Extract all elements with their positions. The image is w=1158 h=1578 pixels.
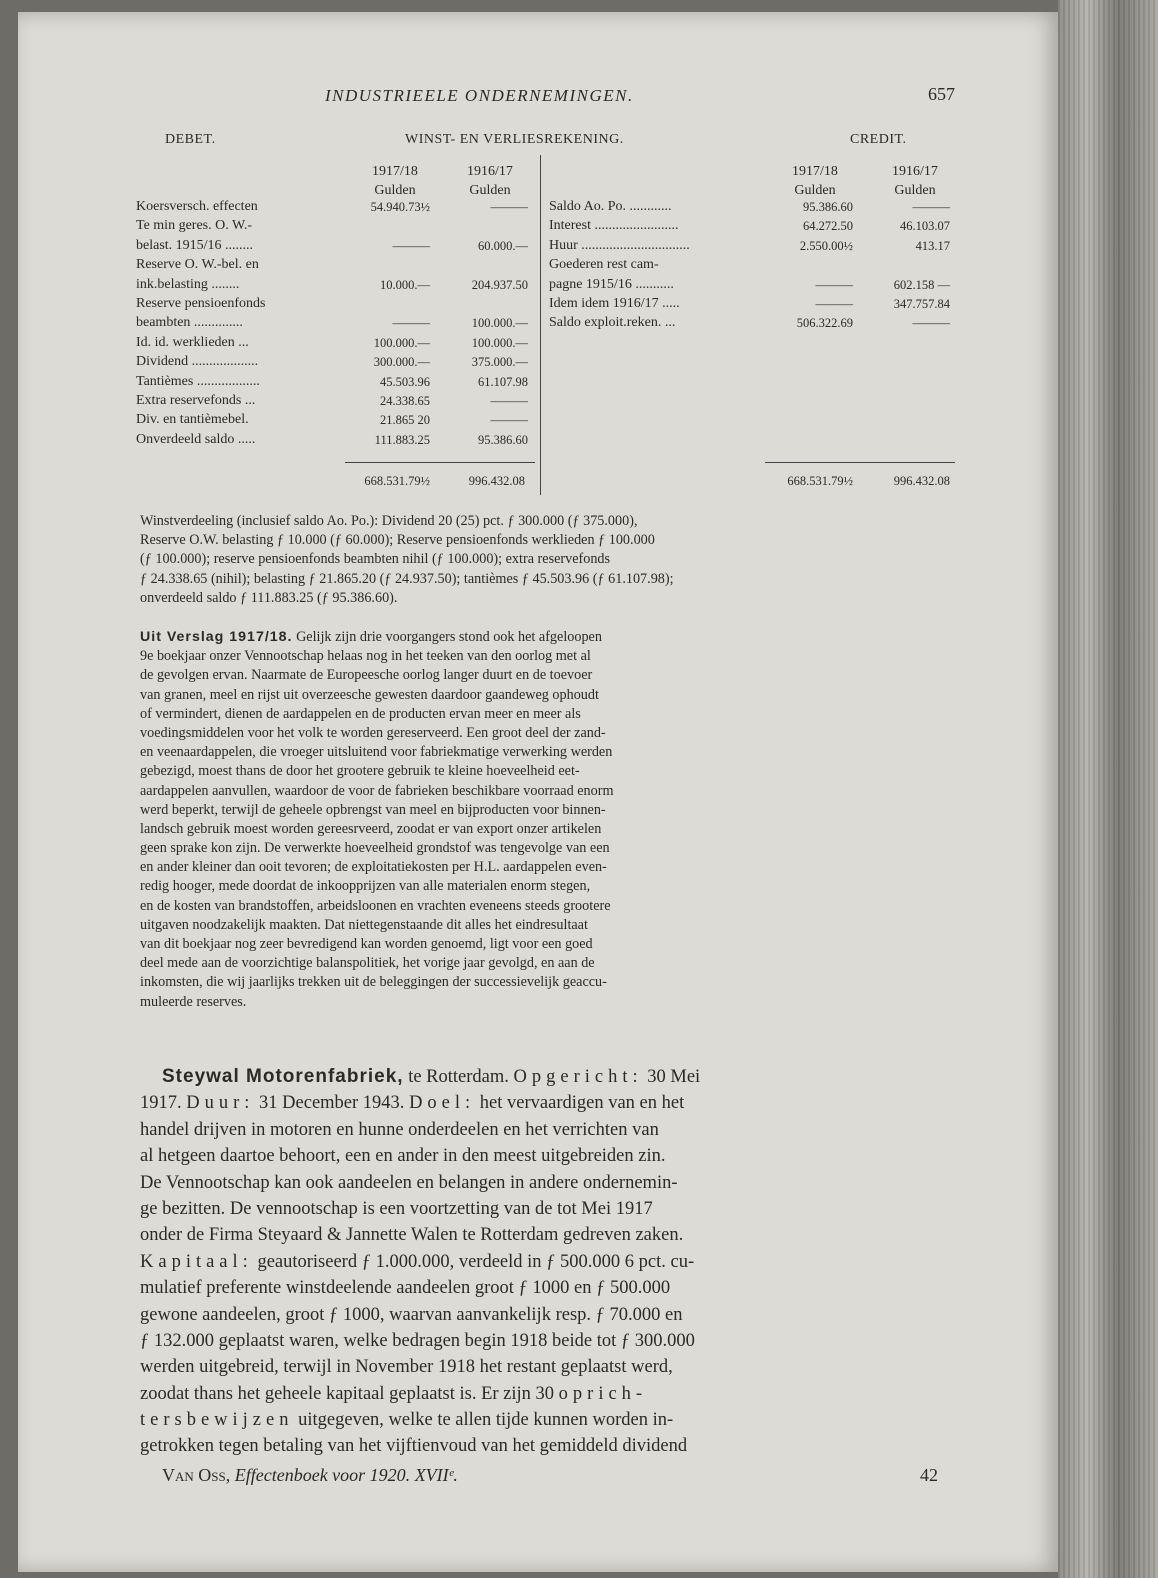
page-number: 657 xyxy=(928,84,955,104)
debet-total-b: 996.432.08 xyxy=(468,474,525,488)
footer-book: Effectenboek voor 1920. xyxy=(234,1465,411,1485)
debet-row-label: belast. 1915/16 ........ xyxy=(136,237,254,253)
steywal-line: onder de Firma Steyaard & Jannette Walen te Rotterdam gedreven zaken. xyxy=(140,1225,684,1246)
verslag-line: 9e boekjaar onzer Vennootschap helaas nog in het teeken van den oorlog met al xyxy=(140,648,591,665)
unit-label: Gulden xyxy=(894,183,936,198)
debet-row xyxy=(136,354,956,373)
credit-row xyxy=(549,238,1158,257)
steywal-line: al hetgeen daartoe behoort, een en ander in den meest uitgebreiden zin. xyxy=(140,1146,666,1167)
credit-sum-line xyxy=(765,462,955,463)
credit-row-label: pagne 1915/16 ........... xyxy=(549,276,674,292)
debet-row-label: Dividend ................... xyxy=(136,354,259,370)
steywal-line: werden uitgebreid, terwijl in November 1918 het restant geplaatst werd, xyxy=(140,1357,673,1378)
verslag-line: landsch gebruik moest worden gereesrveerd, zoodat er van export onzer artikelen xyxy=(140,820,602,837)
credit-row-label: Goederen rest cam- xyxy=(549,257,659,273)
debet-row-label: Div. en tantièmebel. xyxy=(136,412,249,428)
unit-label: Gulden xyxy=(794,183,836,198)
verslag-line: of vermindert, dienen de aardappelen en de producten ervan meer en meer als xyxy=(140,705,581,722)
verslag-line: van dit boekjaar nog zeer bevredigend kan worden genoemd, ligt voor een goed xyxy=(140,936,593,952)
debet-col-head-a xyxy=(355,162,435,200)
year-label: 1916/17 xyxy=(892,164,938,179)
debet-row-value-a: 111.883.25 xyxy=(374,432,430,447)
debet-row-value-b: 60.000.— xyxy=(478,238,528,253)
credit-label: CREDIT. xyxy=(850,132,907,147)
credit-row-value-b: ——— xyxy=(912,316,950,331)
verslag-line: werd beperkt, terwijl de geheele opbrengst van meel en bijproducten voor binnen- xyxy=(140,801,606,818)
steywal-text: 1917. xyxy=(140,1093,182,1114)
credit-row xyxy=(549,218,1158,237)
credit-col-head-a xyxy=(775,162,855,200)
verslag-line: uitgaven noodzakelijk maakten. Dat niettegenstaande dit alles het eindresultaat xyxy=(140,916,588,933)
debet-row-value-a: 24.338.65 xyxy=(380,394,430,408)
credit-row-value-b: 46.103.07 xyxy=(900,219,950,234)
verslag-line: en ander kleiner dan ooit tevoren; de exploitatiekosten per H.L. aardappelen even- xyxy=(140,859,607,876)
debet-row-value-b: ——— xyxy=(490,413,528,428)
footer-sheet: 42 xyxy=(920,1465,938,1485)
debet-row-value-a: 45.503.96 xyxy=(380,374,430,389)
credit-row xyxy=(549,199,1158,218)
steywal-entry xyxy=(140,1064,965,1460)
credit-row-value-b: 347.757.84 xyxy=(893,297,950,311)
credit-row-label: Saldo Ao. Po. ............ xyxy=(549,199,672,214)
debet-col-head-b xyxy=(450,162,530,200)
running-title: INDUSTRIEELE ONDERNEMINGEN. xyxy=(325,86,634,105)
debet-row-label: Tantièmes .................. xyxy=(136,373,260,389)
debet-row-label: Id. id. werklieden ... xyxy=(136,334,249,350)
credit-row-value-a: 64.272.50 xyxy=(803,219,853,234)
verslag xyxy=(140,628,962,1012)
credit-col-head-b xyxy=(875,162,955,200)
winstverdeeling-line: Reserve O.W. belasting ƒ 10.000 (ƒ 60.000); Reserve pensioenfonds werklieden ƒ 100.000 xyxy=(140,532,655,549)
steywal-line: ƒ 132.000 geplaatst waren, welke bedragen begin 1918 beide tot ƒ 300.000 xyxy=(140,1330,695,1351)
winstverdeeling-line: onverdeeld saldo ƒ 111.883.25 (ƒ 95.386.60). xyxy=(140,589,398,606)
verslag-line: deel mede aan de voorzichtige balanspolitiek, het vorige jaar gevolgd, en aan de xyxy=(140,955,595,972)
steywal-line: mulatief preferente winstdeelende aandeelen groot ƒ 1000 en ƒ 500.000 xyxy=(140,1278,671,1299)
steywal-line: handel drijven in motoren en hunne onderdeelen en het verrichten van xyxy=(140,1119,659,1140)
winstverdeeling-line: ƒ 24.338.65 (nihil); belasting ƒ 21.865.20 (ƒ 24.937.50); tantièmes ƒ 45.503.96 (ƒ 61.107.98); xyxy=(140,570,674,587)
steywal-line: De Vennootschap kan ook aandeelen en belangen in andere ondernemin- xyxy=(140,1172,678,1193)
steywal-text: uitgegeven, welke te allen tijde kunnen worden in- xyxy=(298,1410,674,1431)
steywal-text: te Rotterdam. xyxy=(408,1067,509,1087)
debet-row-label: Te min geres. O. W.- xyxy=(136,218,253,234)
steywal-key: Doel: xyxy=(409,1093,476,1114)
steywal-text: zoodat thans het geheele kapitaal geplaatst is. Er zijn 30 xyxy=(140,1383,555,1404)
steywal-key: tersbewijzen xyxy=(140,1410,294,1431)
debet-row-value-a: 10.000.— xyxy=(380,277,430,292)
debet-row-value-b: 204.937.50 xyxy=(471,277,528,292)
verslag-first-line: Gelijk zijn drie voorgangers stond ook het afgeloopen xyxy=(296,629,602,645)
credit-row xyxy=(549,277,1158,296)
verslag-line: de gevolgen ervan. Naarmate de Europeesche oorlog langer duurt en de toevoer xyxy=(140,667,593,684)
verslag-line: muleerde reserves. xyxy=(140,993,247,1010)
debet-row-value-b: ——— xyxy=(490,394,528,408)
year-label: 1917/18 xyxy=(792,164,838,179)
debet-row-value-a: ——— xyxy=(392,238,430,253)
credit-row xyxy=(549,296,1158,315)
unit-label: Gulden xyxy=(469,183,511,198)
debet-row-value-b: 100.000.— xyxy=(471,316,528,331)
winstverdeeling xyxy=(140,512,962,608)
company-name: Steywal Motorenfabriek, xyxy=(162,1066,404,1087)
debet-row-label: Reserve O. W.-bel. en xyxy=(136,257,259,273)
winstverdeeling-line: (ƒ 100.000); reserve pensioenfonds beambten nihil (ƒ 100.000); extra reservefonds xyxy=(140,551,611,568)
steywal-key: Opgericht: xyxy=(513,1067,643,1087)
credit-row-value-a: 506.322.69 xyxy=(796,316,853,331)
steywal-key: Kapitaal: xyxy=(140,1251,253,1272)
debet-row-value-b: 61.107.98 xyxy=(478,374,528,389)
winstverdeeling-line: Winstverdeeling (inclusief saldo Ao. Po.): Dividend 20 (25) pct. ƒ 300.000 (ƒ 375.000), xyxy=(140,513,638,529)
debet-row-label: Onverdeeld saldo ..... xyxy=(136,431,256,447)
verslag-line: aardappelen aanvullen, waardoor de voor de fabrieken beschikbare voorraad enorm xyxy=(140,782,614,799)
debet-row xyxy=(136,432,956,451)
year-label: 1916/17 xyxy=(467,164,513,179)
credit-total-a: 668.531.79½ xyxy=(787,474,853,488)
verslag-heading: Uit Verslag 1917/18. xyxy=(140,629,293,645)
debet-label: DEBET. xyxy=(165,132,216,147)
table-title: WINST- EN VERLIESREKENING. xyxy=(405,132,624,147)
debet-row-label: Koersversch. effecten xyxy=(136,199,258,214)
year-label: 1917/18 xyxy=(372,164,418,179)
verslag-line: gebezigd, moest thans de door het grootere gebruik te kleine hoeveelheid eet- xyxy=(140,763,580,780)
credit-row xyxy=(549,257,1158,276)
footer-author: Van Oss, xyxy=(162,1465,231,1485)
verslag-line: inkomsten, die wij jaarlijks trekken uit de beleggingen der successievelijk geaccu- xyxy=(140,974,607,991)
debet-row-value-b: 375.000.— xyxy=(471,355,528,370)
steywal-key: oprich- xyxy=(558,1383,648,1404)
debet-row-value-a: 100.000.— xyxy=(373,335,430,350)
credit-row-value-b: 413.17 xyxy=(915,238,950,253)
steywal-line: getrokken tegen betaling van het vijftienvoud van het gemiddeld dividend xyxy=(140,1436,688,1457)
credit-row-value-b: ——— xyxy=(912,200,950,214)
steywal-text: 30 Mei xyxy=(647,1067,701,1087)
debet-row-label: ink.belasting ........ xyxy=(136,276,240,292)
debet-row-value-b: 95.386.60 xyxy=(478,432,528,447)
steywal-key: Duur: xyxy=(186,1093,255,1114)
debet-row-value-a: 21.865 20 xyxy=(380,413,430,428)
steywal-text: 31 December 1943. xyxy=(259,1093,405,1114)
credit-row-value-b: 602.158 — xyxy=(893,277,950,292)
credit-row-value-a: 2.550.00½ xyxy=(799,238,853,253)
debet-row-value-a: ——— xyxy=(392,316,430,331)
debet-row xyxy=(136,374,956,393)
debet-row-label: beambten .............. xyxy=(136,315,243,331)
debet-row-label: Extra reservefonds ... xyxy=(136,393,256,408)
verslag-line: voedingsmiddelen voor het volk te worden gereserveerd. Een groot deel der zand- xyxy=(140,724,606,741)
credit-total-b: 996.432.08 xyxy=(893,474,950,488)
debet-sum-line xyxy=(345,462,535,463)
steywal-line: gewone aandeelen, groot ƒ 1000, waarvan aanvankelijk resp. ƒ 70.000 en xyxy=(140,1304,683,1325)
footer xyxy=(162,1465,458,1486)
footer-volume: XVIIᵉ. xyxy=(414,1465,458,1485)
credit-row-value-a: 95.386.60 xyxy=(803,200,853,214)
verslag-line: van granen, meel en rijst uit overzeesche gewesten daardoor gaandeweg ophoudt xyxy=(140,686,599,703)
debet-row-label: Reserve pensioenfonds xyxy=(136,296,266,311)
debet-row xyxy=(136,393,956,412)
credit-row-value-a: ——— xyxy=(815,277,853,292)
credit-row-label: Huur ............................... xyxy=(549,237,690,253)
debet-row-value-b: ——— xyxy=(490,200,528,214)
steywal-text: geautoriseerd ƒ 1.000.000, verdeeld in ƒ 500.000 6 pct. cu- xyxy=(257,1251,695,1272)
steywal-line: ge bezitten. De vennootschap is een voortzetting van de tot Mei 1917 xyxy=(140,1198,653,1219)
verslag-line: en veenaardappelen, die vroeger uitsluitend voor fabriekmatige verwerking werden xyxy=(140,744,613,761)
debet-row xyxy=(136,412,956,431)
verslag-line: redig hooger, mede doordat de inkoopprijzen van alle materialen enorm stegen, xyxy=(140,878,591,895)
verslag-line: geen sprake kon zijn. De verwerkte hoeveelheid grondstof was tengevolge van een xyxy=(140,840,610,857)
debet-row xyxy=(136,335,956,354)
debet-total-a: 668.531.79½ xyxy=(364,474,430,488)
unit-label: Gulden xyxy=(374,183,416,198)
debet-row-value-b: 100.000.— xyxy=(471,335,528,350)
credit-row-label: Interest ........................ xyxy=(549,218,679,234)
credit-row-label: Saldo exploit.reken. ... xyxy=(549,315,676,331)
verslag-line: en de kosten van brandstoffen, arbeidsloonen en vrachten eveneens steeds grootere xyxy=(140,897,611,914)
debet-row-value-a: 300.000.— xyxy=(373,355,430,370)
credit-row-value-a: ——— xyxy=(815,297,853,311)
debet-row-value-a: 54.940.73½ xyxy=(370,200,430,214)
credit-row xyxy=(549,315,1158,334)
steywal-text: het vervaardigen van en het xyxy=(479,1093,685,1114)
credit-row-label: Idem idem 1916/17 ..... xyxy=(549,296,680,311)
